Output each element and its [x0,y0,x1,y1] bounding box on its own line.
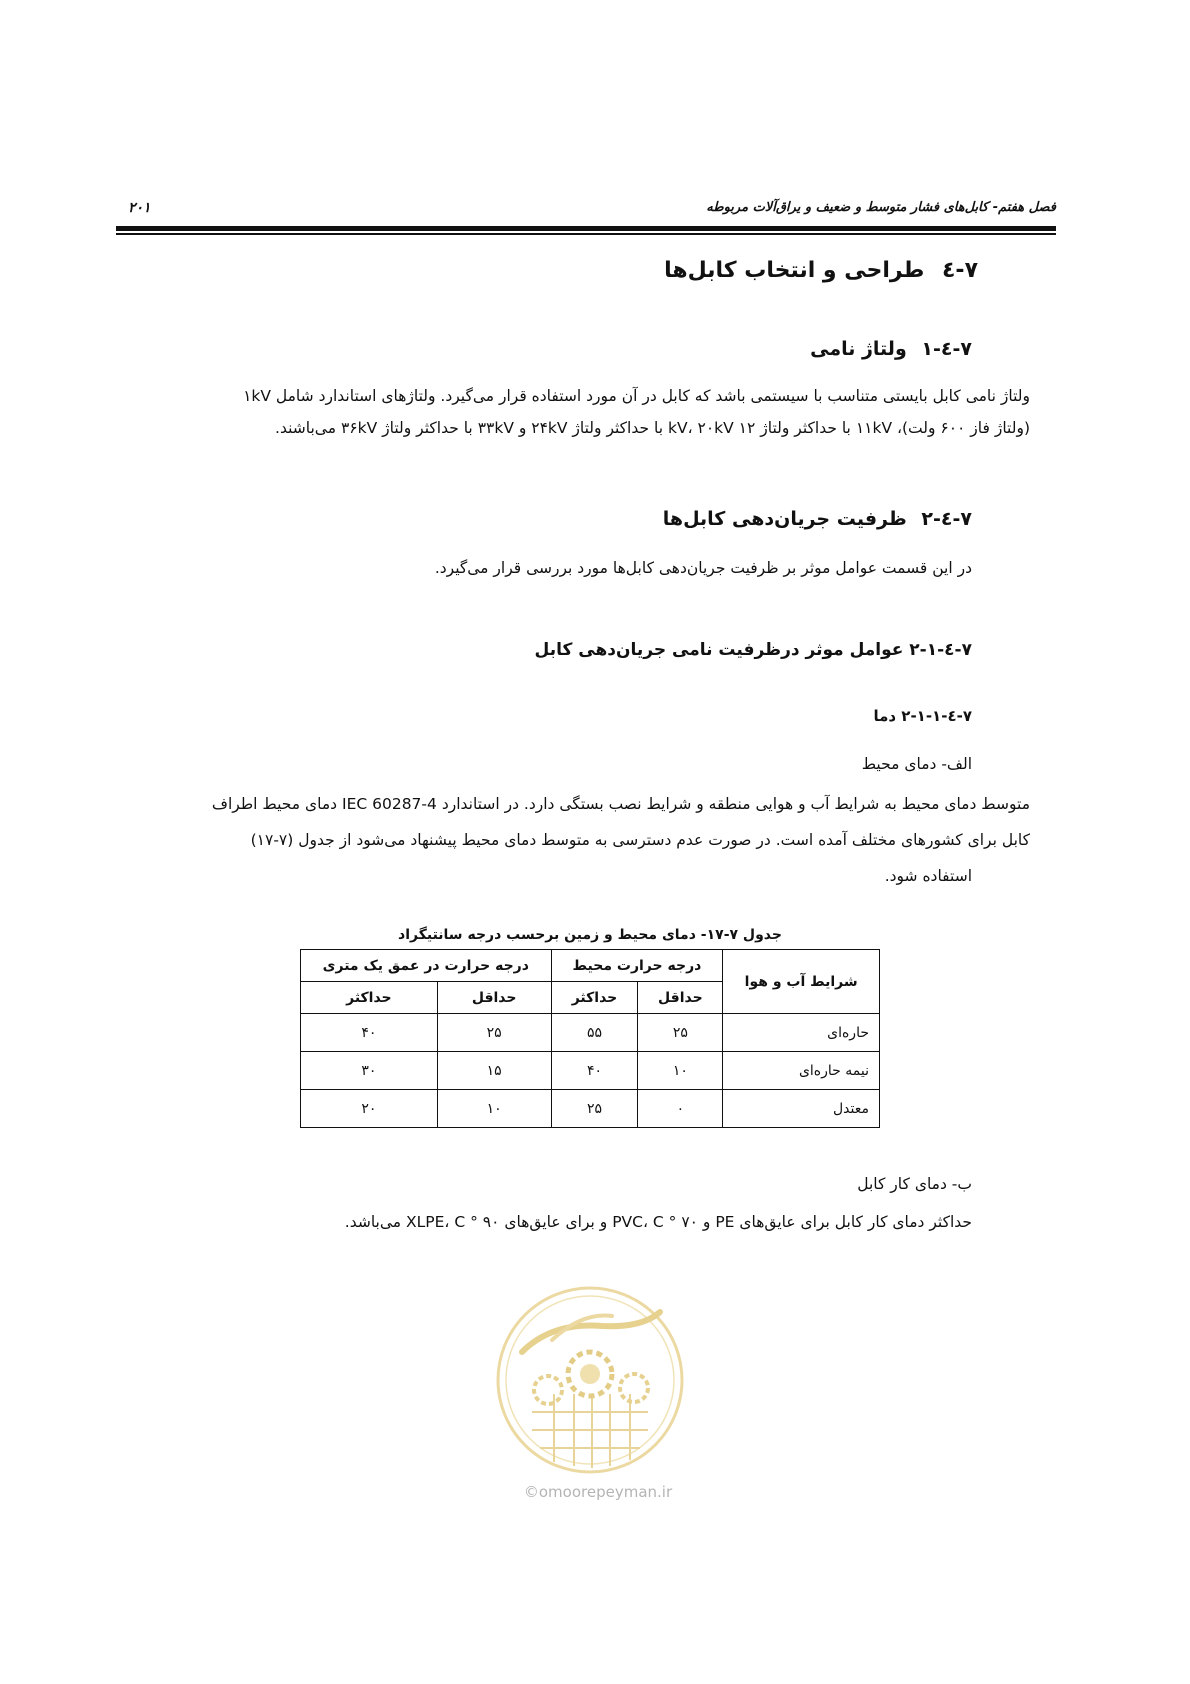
table-header-row [301,950,880,982]
subsection-title: ظرفیت جریان‌دهی کابل‌ها [662,508,907,530]
header-climate: شرایط آب و هوا [723,950,880,1014]
cell-ground-min: ۲۵ [437,1014,551,1052]
header-ground-max: حداکثر [301,982,438,1014]
paragraph-heading-temperature: ۷-٤-۲-۱-۱ دما [873,707,972,725]
cell-ambient-max: ۵۵ [551,1014,638,1052]
section-heading [664,258,978,283]
cell-climate: نیمه حاره‌ای [723,1052,880,1090]
table-row [301,1014,880,1052]
table-row [301,1090,880,1128]
header-ambient-min: حداقل [638,982,723,1014]
header-rule-thin [116,233,1056,235]
cell-ambient-min: ۰ [638,1090,723,1128]
item-label-ambient: الف- دمای محیط [861,755,972,773]
subsection-number: ۷-٤-۲ [921,508,972,530]
watermark-seal-icon [492,1282,688,1478]
paragraph-operating: حداکثر دمای کار کابل برای عایق‌های PE و PVC، C ° ۷۰ و برای عایق‌های XLPE، C ° ۹۰ می‌باشد. [344,1213,972,1231]
cell-ground-min: ۱۵ [437,1052,551,1090]
cell-ground-min: ۱۰ [437,1090,551,1128]
header-ground: درجه حرارت در عمق یک متری [301,950,552,982]
subsection-heading [810,338,972,360]
temperature-table [300,949,880,1128]
table-caption: جدول ۷-۱۷- دمای محیط و زمین برحسب درجه سانتیگراد [398,927,782,943]
cell-ground-max: ۲۰ [301,1090,438,1128]
cell-ground-max: ۳۰ [301,1052,438,1090]
watermark-site-text: omoorepeyman.ir [538,1483,673,1501]
paragraph-ambient-line3: استفاده شود. [884,867,972,885]
item-label-operating: ب- دمای کار کابل [857,1175,972,1193]
cell-ambient-min: ۱۰ [638,1052,723,1090]
subsection-number: ۷-٤-۱ [921,338,972,360]
cell-climate: حاره‌ای [723,1014,880,1052]
cell-ambient-min: ۲۵ [638,1014,723,1052]
watermark-site [498,1483,698,1501]
header-ambient-max: حداکثر [551,982,638,1014]
chapter-title: فصل هفتم- کابل‌های فشار متوسط و ضعیف و یراق‌آلات مربوطه [706,200,1056,215]
page-header [116,198,1056,232]
cell-ambient-max: ۴۰ [551,1052,638,1090]
header-ambient: درجه حرارت محیط [551,950,723,982]
section-number: ۷-٤ [941,258,978,283]
page-number: ۲۰۱ [128,200,151,216]
cell-ambient-max: ۲۵ [551,1090,638,1128]
header-ground-min: حداقل [437,982,551,1014]
cell-ground-max: ۴۰ [301,1014,438,1052]
watermark-logo [492,1282,688,1478]
table-row [301,1052,880,1090]
subsection-title: ولتاژ نامی [810,338,907,360]
paragraph-current-capacity: در این قسمت عوامل موثر بر ظرفیت جریان‌دهی کابل‌ها مورد بررسی قرار می‌گیرد. [434,559,972,577]
subsubsection-heading: ۷-٤-۲-۱ عوامل موثر درظرفیت نامی جریان‌دهی کابل [534,640,972,660]
section-title: طراحی و انتخاب کابل‌ها [664,258,925,283]
paragraph-rated-voltage-line1: ولتاژ نامی کابل بایستی متناسب با سیستمی باشد که کابل در آن مورد استفاده قرار می‌گیرد. ولتاژهای استاندارد شامل ۱kV [243,387,1030,405]
paragraph-ambient-line2: کابل برای کشورهای مختلف آمده است. در صورت عدم دسترسی به متوسط دمای محیط پیشنهاد می‌شود از جدول (۷-۱۷) [250,831,1030,849]
header-rule-thick [116,226,1056,231]
paragraph-rated-voltage-line2: (ولتاژ فاز ۶۰۰ ولت)، ۱۱kV با حداکثر ولتاژ ۱۲ kV، ۲۰kV با حداکثر ولتاژ ۲۴kV و ۳۳kV با حداکثر ولتاژ ۳۶kV می‌باشند. [275,419,1030,437]
paragraph-ambient-line1: متوسط دمای محیط به شرایط آب و هوایی منطقه و شرایط نصب بستگی دارد. در استاندارد IEC 60287-4 دمای محیط اطراف [211,795,1030,813]
subsection-heading [663,508,972,530]
cell-climate: معتدل [723,1090,880,1128]
copyright-icon: © [523,1483,539,1501]
